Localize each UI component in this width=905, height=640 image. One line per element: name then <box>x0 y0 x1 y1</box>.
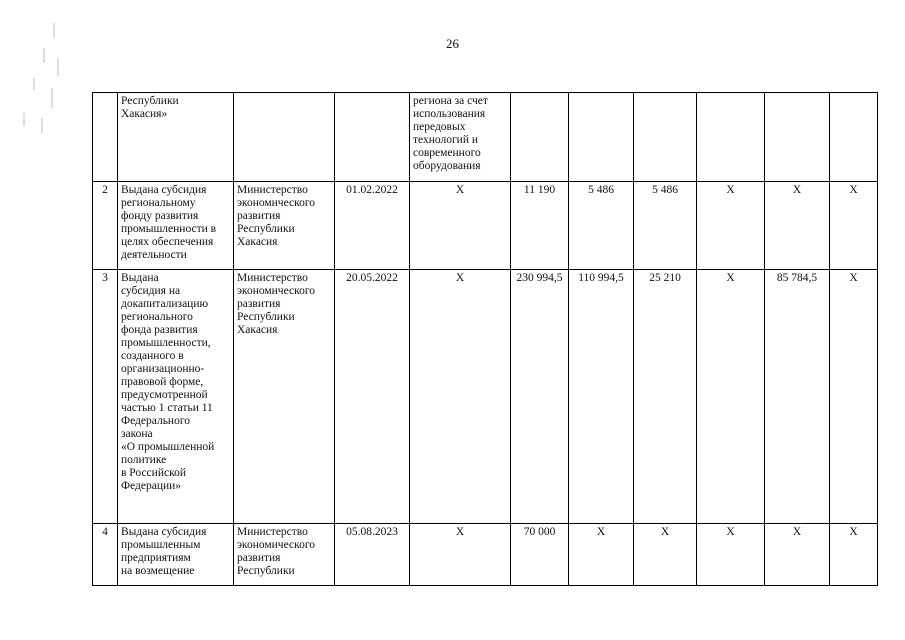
executor: Министерство экономического развития Республики <box>234 524 335 586</box>
value-cell: X <box>697 524 765 586</box>
indicator: X <box>410 524 511 586</box>
row-number: 3 <box>93 270 118 524</box>
value-cell <box>634 93 697 182</box>
date <box>335 93 410 182</box>
indicator: X <box>410 182 511 270</box>
event-name: Республики Хакасия» <box>118 93 234 182</box>
table-row <box>93 93 878 182</box>
executor: Министерство экономического развития Республики Хакасия <box>234 182 335 270</box>
value-cell: X <box>830 182 878 270</box>
event-name: Выдана субсидия на докапитализацию регионального фонда развития промышленности, созданного в организационно- правовой форме, предусмотренной частью 1 статьи 11 Федерального закона «О промышленной политике в Российской Федерации» <box>118 270 234 524</box>
value-cell: 5 486 <box>569 182 634 270</box>
scan-margin-marks <box>14 18 64 138</box>
event-name: Выдана субсидия региональному фонду развития промышленности в целях обеспечения деятельности <box>118 182 234 270</box>
table-row <box>93 270 878 524</box>
indicator: X <box>410 270 511 524</box>
value-cell: 25 210 <box>634 270 697 524</box>
value-cell: 5 486 <box>634 182 697 270</box>
value-cell <box>511 93 569 182</box>
value-cell: X <box>765 524 830 586</box>
data-table <box>92 92 878 586</box>
table-row <box>93 524 878 586</box>
executor: Министерство экономического развития Республики Хакасия <box>234 270 335 524</box>
value-cell <box>765 93 830 182</box>
value-cell: 85 784,5 <box>765 270 830 524</box>
value-cell: X <box>830 270 878 524</box>
table-row <box>93 182 878 270</box>
date: 01.02.2022 <box>335 182 410 270</box>
value-cell: X <box>765 182 830 270</box>
value-cell <box>830 93 878 182</box>
event-name: Выдана субсидия промышленным предприятиям на возмещение <box>118 524 234 586</box>
value-cell: 70 000 <box>511 524 569 586</box>
value-cell: 230 994,5 <box>511 270 569 524</box>
page-number: 26 <box>446 36 459 51</box>
row-number: 4 <box>93 524 118 586</box>
date: 20.05.2022 <box>335 270 410 524</box>
row-number <box>93 93 118 182</box>
value-cell: 11 190 <box>511 182 569 270</box>
value-cell <box>569 93 634 182</box>
value-cell: X <box>569 524 634 586</box>
date: 05.08.2023 <box>335 524 410 586</box>
value-cell: 110 994,5 <box>569 270 634 524</box>
value-cell: X <box>634 524 697 586</box>
value-cell: X <box>830 524 878 586</box>
value-cell: X <box>697 182 765 270</box>
value-cell <box>697 93 765 182</box>
executor <box>234 93 335 182</box>
row-number: 2 <box>93 182 118 270</box>
indicator: региона за счет использования передовых технологий и современного оборудования <box>410 93 511 182</box>
value-cell: X <box>697 270 765 524</box>
